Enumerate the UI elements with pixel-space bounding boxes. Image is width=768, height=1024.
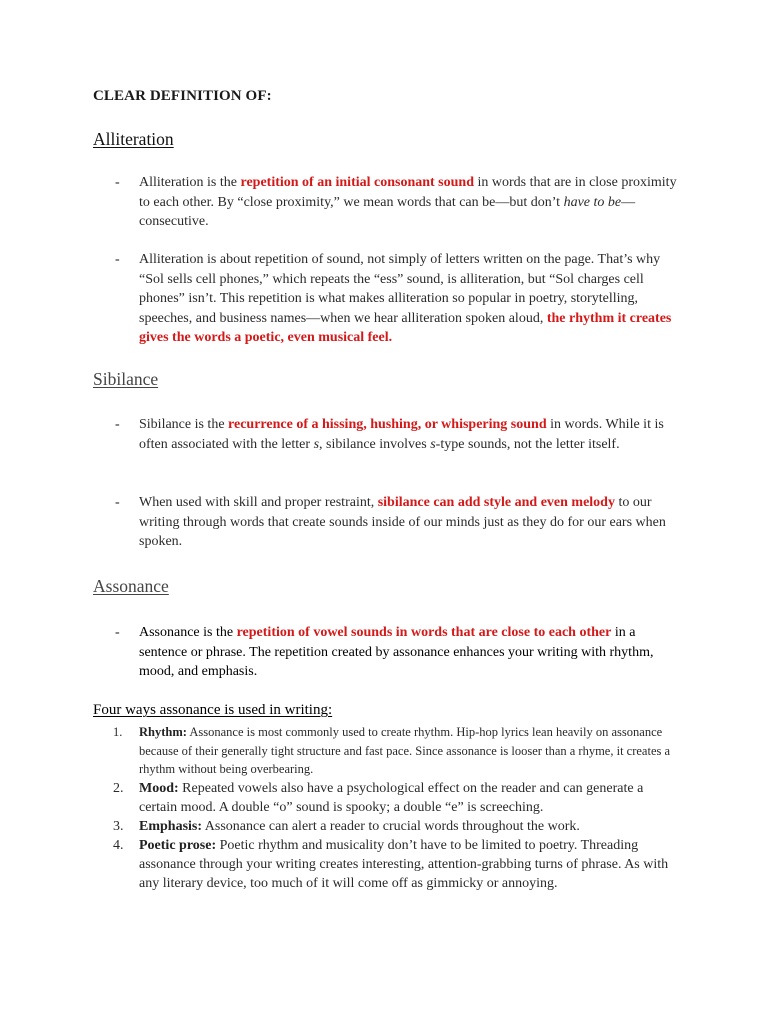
list-item-text: Assonance is most commonly used to create rhythm. Hip-hop lyrics lean heavily on assonance because of their generally tight structure and fast pace. Since assonance is looser than a rhyme, it creates a rhythm without being overbearing. (139, 725, 671, 776)
bullet-dash: - (115, 417, 120, 432)
sibilance-point-1-text: Sibilance is the recurrence of a hissing, hushing, or whispering sound in words. While it is often associated with the letter s, sibilance involves s-type sounds, not the letter itself. (139, 417, 664, 452)
assonance-point-1 (93, 623, 683, 682)
document-heading: CLEAR DEFINITION OF: (93, 88, 272, 104)
list-item-label: Poetic prose: (139, 837, 217, 853)
highlight-text: recurrence of a hissing, hushing, or whispering sound (228, 417, 547, 432)
list-item-label: Mood: (139, 780, 179, 796)
alliteration-point-1-text: Alliteration is the repetition of an initial consonant sound in words that are in close proximity to each other. By “close proximity,” we mean words that can be—but don’t have to be—consecutive. (139, 175, 677, 229)
bullet-dash: - (115, 175, 120, 190)
highlight-text: repetition of vowel sounds in words that are close to each other (236, 625, 612, 640)
sibilance-point-2 (93, 493, 683, 552)
bullet-dash: - (115, 495, 120, 510)
list-number: 4. (113, 837, 124, 853)
list-item-text: Assonance can alert a reader to crucial words throughout the work. (202, 818, 580, 834)
list-item (93, 817, 683, 836)
sibilance-point-1 (93, 415, 683, 454)
section-title-alliteration: Alliteration (93, 129, 174, 149)
bullet-dash: - (115, 625, 120, 640)
list-item-text: Repeated vowels also have a psychological effect on the reader and can generate a certain mood. A double “o” sound is spooky; a double “e” is screeching. (139, 780, 644, 815)
assonance-point-1-text: Assonance is the repetition of vowel sounds in words that are close to each other in a sentence or phrase. The repetition created by assonance enhances your writing with rhythm, mood, and emphasis. (139, 625, 654, 679)
alliteration-point-2 (93, 250, 683, 348)
list-number: 1. (113, 725, 123, 739)
list-item-label: Emphasis: (139, 818, 203, 834)
section-title-assonance: Assonance (93, 576, 169, 596)
bullet-dash: - (115, 252, 120, 267)
highlight-text: the rhythm it creates gives the words a poetic, even musical feel. (139, 310, 672, 345)
highlight-text: sibilance can add style and even melody (377, 495, 615, 510)
list-item (93, 723, 683, 779)
alliteration-point-2-text: Alliteration is about repetition of sound, not simply of letters written on the page. That’s why “Sol sells cell phones,” which repeats the “ess” sound, is alliteration, but “Sol charges cell phones” isn’t. This repetition is what makes alliteration so popular in poetry, storytelling, speeches, and business names—when we hear alliteration spoken aloud, the rhythm it creates gives the words a poetic, even musical feel. (139, 252, 672, 345)
ways-list (93, 723, 683, 893)
ways-heading: Four ways assonance is used in writing: (93, 702, 333, 718)
list-number: 3. (113, 818, 124, 834)
list-item (93, 836, 683, 893)
sibilance-point-2-text: When used with skill and proper restraint, sibilance can add style and even melody to our writing through words that create sounds inside of our minds just as they do for our ears when spoken. (139, 495, 666, 549)
list-item (93, 779, 683, 817)
list-item-text: Poetic rhythm and musicality don’t have to be limited to poetry. Threading assonance through your writing creates interesting, attention-grabbing turns of phrase. As with any literary device, too much of it will come off as gimmicky or annoying. (139, 837, 669, 891)
section-title-sibilance: Sibilance (93, 369, 159, 389)
list-number: 2. (113, 780, 124, 796)
highlight-text: repetition of an initial consonant sound (240, 175, 474, 190)
alliteration-point-1 (93, 173, 683, 232)
list-item-label: Rhythm: (139, 725, 187, 739)
